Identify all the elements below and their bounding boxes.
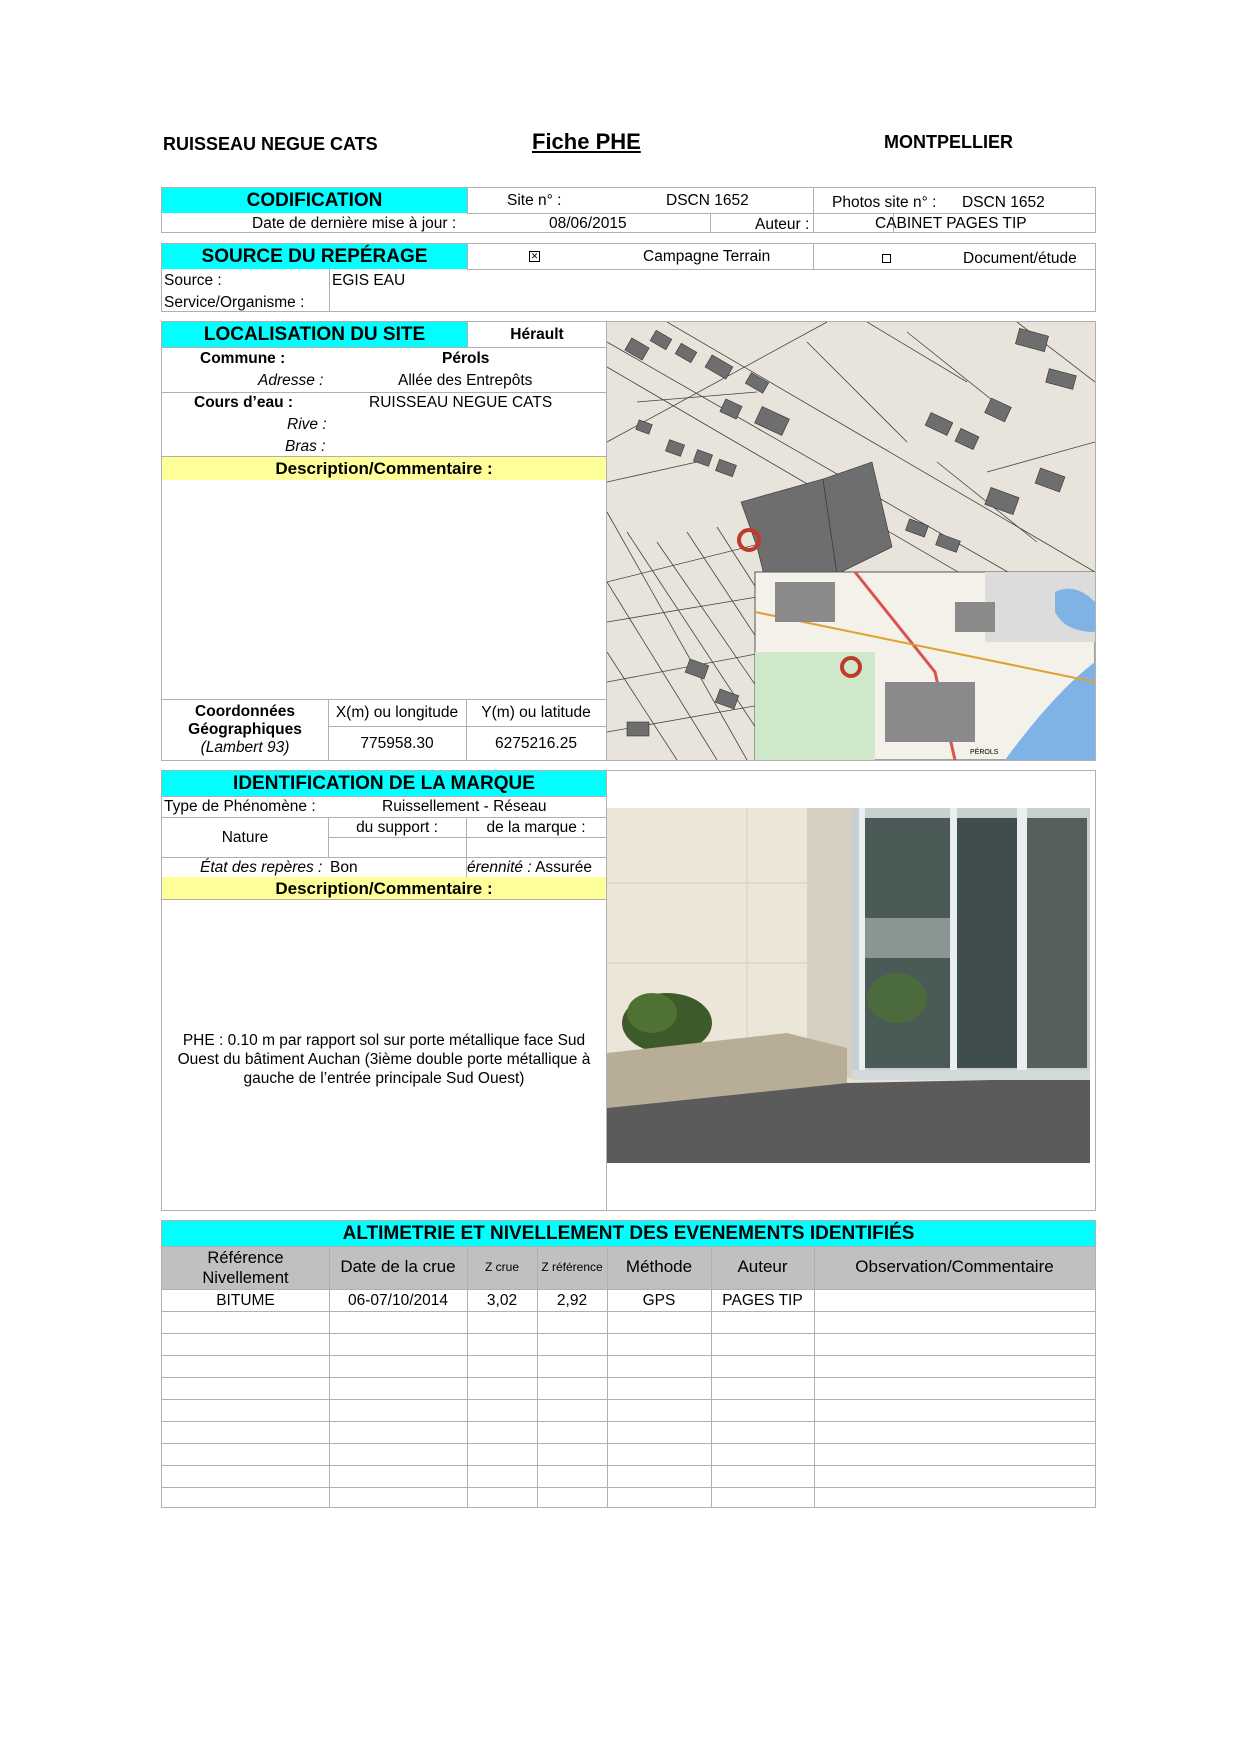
perennite-label: érennité : <box>467 859 532 876</box>
y-value: 6275216.25 <box>495 735 577 752</box>
photos-label: Photos site n° : <box>832 194 937 211</box>
id-description-label: Description/Commentaire : <box>162 877 606 900</box>
altimetrie-box <box>161 1220 1096 1508</box>
source-title: SOURCE DU REPÉRAGE <box>162 244 467 269</box>
service-label: Service/Organisme : <box>164 294 305 311</box>
altimetrie-title: ALTIMETRIE ET NIVELLEMENT DES EVENEMENTS IDENTIFIÉS <box>162 1221 1095 1246</box>
row-auteur: PAGES TIP <box>722 1292 803 1309</box>
identification-title: IDENTIFICATION DE LA MARQUE <box>162 771 606 796</box>
campagne-label: Campagne Terrain <box>643 248 771 265</box>
coord-label-3: (Lambert 93) <box>200 739 290 756</box>
x-value: 775958.30 <box>360 735 434 752</box>
loc-description-area <box>162 480 606 700</box>
cours-value: RUISSEAU NEGUE CATS <box>369 394 553 411</box>
bras-label: Bras : <box>285 438 326 455</box>
col-methode-header: Méthode <box>625 1257 693 1276</box>
marque-label: de la marque : <box>486 819 586 836</box>
row-date: 06-07/10/2014 <box>348 1292 448 1309</box>
etat-label: État des repères : <box>200 859 323 876</box>
page-title: Fiche PHE <box>532 129 641 154</box>
col-ref-header: Référence Nivellement <box>202 1249 289 1287</box>
col-obs-header: Observation/Commentaire <box>855 1257 1054 1276</box>
col-date-header: Date de la crue <box>340 1257 456 1276</box>
type-label: Type de Phénomène : <box>164 798 316 815</box>
date-label: Date de dernière mise à jour : <box>252 215 457 232</box>
map-town-label: PÉROLS <box>970 749 999 756</box>
adresse-value: Allée des Entrepôts <box>398 372 533 389</box>
source-box <box>161 243 1096 312</box>
codification-title: CODIFICATION <box>162 188 467 213</box>
commune-value: Pérols <box>442 350 490 367</box>
support-label: du support : <box>356 819 438 836</box>
x-label: X(m) ou longitude <box>335 704 459 721</box>
row-ref: BITUME <box>216 1292 275 1309</box>
auteur-label: Auteur : <box>755 216 810 233</box>
rive-label: Rive : <box>287 416 327 433</box>
row-methode: GPS <box>642 1292 676 1309</box>
col-zref-header: Z référence <box>541 1260 603 1274</box>
codification-box <box>161 187 1096 233</box>
source-label: Source : <box>164 272 222 289</box>
col-auteur-header: Auteur <box>737 1257 788 1276</box>
nature-label: Nature <box>221 829 269 846</box>
header-city: MONTPELLIER <box>884 132 1013 152</box>
coord-label-1: Coordonnées <box>195 703 295 720</box>
header-river-name: RUISSEAU NEGUE CATS <box>163 134 378 154</box>
site-photo <box>607 808 1090 1163</box>
document-label: Document/étude <box>963 250 1077 267</box>
row-zref: 2,92 <box>556 1292 588 1309</box>
site-label: Site n° : <box>507 192 562 209</box>
id-description-text: PHE : 0.10 m par rapport sol sur porte métallique face Sud Ouest du bâtiment Auchan (3ième double porte métallique à gauche de l’entrée principale Sud Ouest) <box>177 1032 591 1087</box>
commune-label: Commune : <box>200 350 286 367</box>
location-map <box>607 322 1095 760</box>
row-zcrue: 3,02 <box>486 1292 518 1309</box>
adresse-label: Adresse : <box>258 372 324 389</box>
photos-value: DSCN 1652 <box>962 194 1045 211</box>
col-zcrue-header: Z crue <box>484 1260 519 1274</box>
document-checkbox[interactable] <box>882 250 891 268</box>
auteur-value: CABINET PAGES TIP <box>875 215 1027 232</box>
campagne-checkbox[interactable]: ✕ <box>530 251 539 262</box>
localisation-title: LOCALISATION DU SITE <box>162 322 467 347</box>
loc-description-label: Description/Commentaire : <box>162 457 606 480</box>
cours-label: Cours d’eau : <box>194 394 294 411</box>
etat-value: Bon <box>330 859 358 876</box>
perennite-value: Assurée <box>535 859 592 876</box>
localisation-box <box>161 321 1096 761</box>
source-value: EGIS EAU <box>332 272 406 289</box>
type-value: Ruissellement - Réseau <box>382 798 547 815</box>
coord-label-2: Géographiques <box>188 721 302 738</box>
departement: Hérault <box>510 326 564 343</box>
site-value: DSCN 1652 <box>666 192 749 209</box>
identification-box <box>161 770 1096 1211</box>
date-value: 08/06/2015 <box>549 215 627 232</box>
y-label: Y(m) ou latitude <box>481 704 591 721</box>
